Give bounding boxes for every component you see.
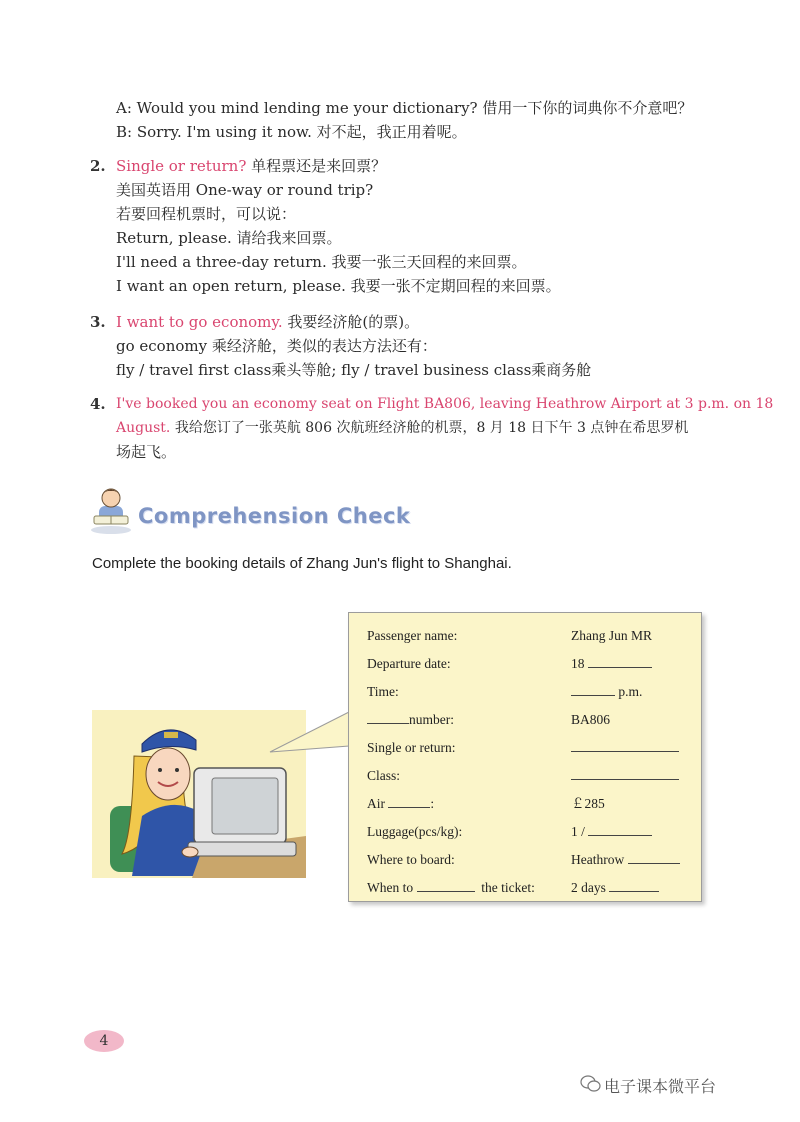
flight-number-value: BA806 xyxy=(571,712,611,727)
when-to-field[interactable] xyxy=(571,879,659,897)
note-2-title-rest: 单程票还是来回票？ xyxy=(246,157,387,175)
note-2-line: 若要回程机票时，可以说： xyxy=(116,205,297,223)
note-2-title xyxy=(116,156,386,176)
note-2-number: 2. xyxy=(90,157,106,175)
dialogue-line-a: A: Would you mind lending me your dictionary? 借用一下你的词典你不介意吧？ xyxy=(116,99,693,117)
note-2-line: I'll need a three-day return. 我要一张三天回程的来回票。 xyxy=(116,253,527,271)
note-3-title xyxy=(116,312,419,332)
note-3-line: fly / travel first class乘头等舱; fly / travel business class乘商务舱 xyxy=(116,361,592,379)
when-to-prefix: When to xyxy=(367,880,414,895)
time-label: Time: xyxy=(367,684,399,699)
luggage-label: Luggage(pcs/kg): xyxy=(367,824,463,839)
where-to-board-blank xyxy=(628,851,680,864)
number-blank xyxy=(367,711,409,724)
page-number-badge: 4 xyxy=(84,1030,124,1052)
instruction-text: Complete the booking details of Zhang Jun's flight to Shanghai. xyxy=(92,555,512,572)
note-4-line3: 场起飞。 xyxy=(116,443,177,461)
luggage-blank xyxy=(588,823,652,836)
note-4-number: 4. xyxy=(90,395,106,413)
note-3-highlight: I want to go economy. xyxy=(116,313,283,331)
when-to-label[interactable] xyxy=(367,879,535,897)
wechat-chat-icon xyxy=(580,1074,602,1094)
note-2-line: 美国英语用 One-way or round trip? xyxy=(116,181,374,199)
note-3-title-rest: 我要经济舱(的票)。 xyxy=(282,313,420,331)
luggage-field[interactable] xyxy=(571,823,652,841)
class-label: Class: xyxy=(367,768,401,783)
where-to-board-field[interactable] xyxy=(571,851,680,869)
note-3-line: go economy 乘经济舱，类似的表达方法还有： xyxy=(116,337,437,355)
watermark-text: 电子课本微平台 xyxy=(604,1077,717,1096)
note-4-highlight-line1: I've booked you an economy seat on Flight BA806, leaving Heathrow Airport at 3 p.m. on 18 xyxy=(116,396,774,412)
number-label[interactable] xyxy=(367,711,454,729)
single-or-return-field[interactable] xyxy=(571,739,679,757)
departure-date-field[interactable] xyxy=(571,655,652,673)
section-title: Comprehension Check xyxy=(138,504,411,528)
air-fare-label[interactable] xyxy=(367,795,434,813)
air-label-text: Air xyxy=(367,796,385,811)
when-to-blank xyxy=(417,879,475,892)
dialogue-line-b: B: Sorry. I'm using it now. 对不起，我正用着呢。 xyxy=(116,123,467,141)
luggage-value: 1 / xyxy=(571,824,585,839)
note-4-line2 xyxy=(116,418,688,438)
departure-date-value: 18 xyxy=(571,656,585,671)
number-label-text: number: xyxy=(409,712,454,727)
air-fare-value: ￡285 xyxy=(571,796,605,811)
air-blank xyxy=(388,795,430,808)
where-to-board-value: Heathrow xyxy=(571,852,625,867)
note-2-line: I want an open return, please. 我要一张不定期回程的来回票。 xyxy=(116,277,561,295)
note-3-number: 3. xyxy=(90,313,106,331)
single-or-return-blank xyxy=(571,739,679,752)
note-2-line: Return, please. 请给我来回票。 xyxy=(116,229,342,247)
student-reading-icon xyxy=(88,482,134,534)
departure-date-label: Departure date: xyxy=(367,656,451,671)
single-or-return-label: Single or return: xyxy=(367,740,456,755)
class-blank xyxy=(571,767,679,780)
class-field[interactable] xyxy=(571,767,679,785)
note-2-highlight: Single or return? xyxy=(116,157,247,175)
when-to-value-blank xyxy=(609,879,659,892)
note-4-line2-rest: 我给您订了一张英航 806 次航班经济舱的机票，8 月 18 日下午 3 点钟在希思罗机 xyxy=(170,420,689,436)
when-to-value: 2 days xyxy=(571,880,606,895)
note-4-highlight-line2: August. xyxy=(116,420,171,436)
time-field[interactable] xyxy=(571,683,642,701)
time-blank xyxy=(571,683,615,696)
time-suffix: p.m. xyxy=(618,684,643,699)
where-to-board-label: Where to board: xyxy=(367,852,455,867)
when-to-suffix: the ticket: xyxy=(481,880,535,895)
booking-details-card xyxy=(348,612,702,902)
departure-date-blank xyxy=(588,655,652,668)
passenger-name-value: Zhang Jun MR xyxy=(571,628,652,643)
air-colon: : xyxy=(430,796,435,811)
passenger-name-label: Passenger name: xyxy=(367,628,458,643)
